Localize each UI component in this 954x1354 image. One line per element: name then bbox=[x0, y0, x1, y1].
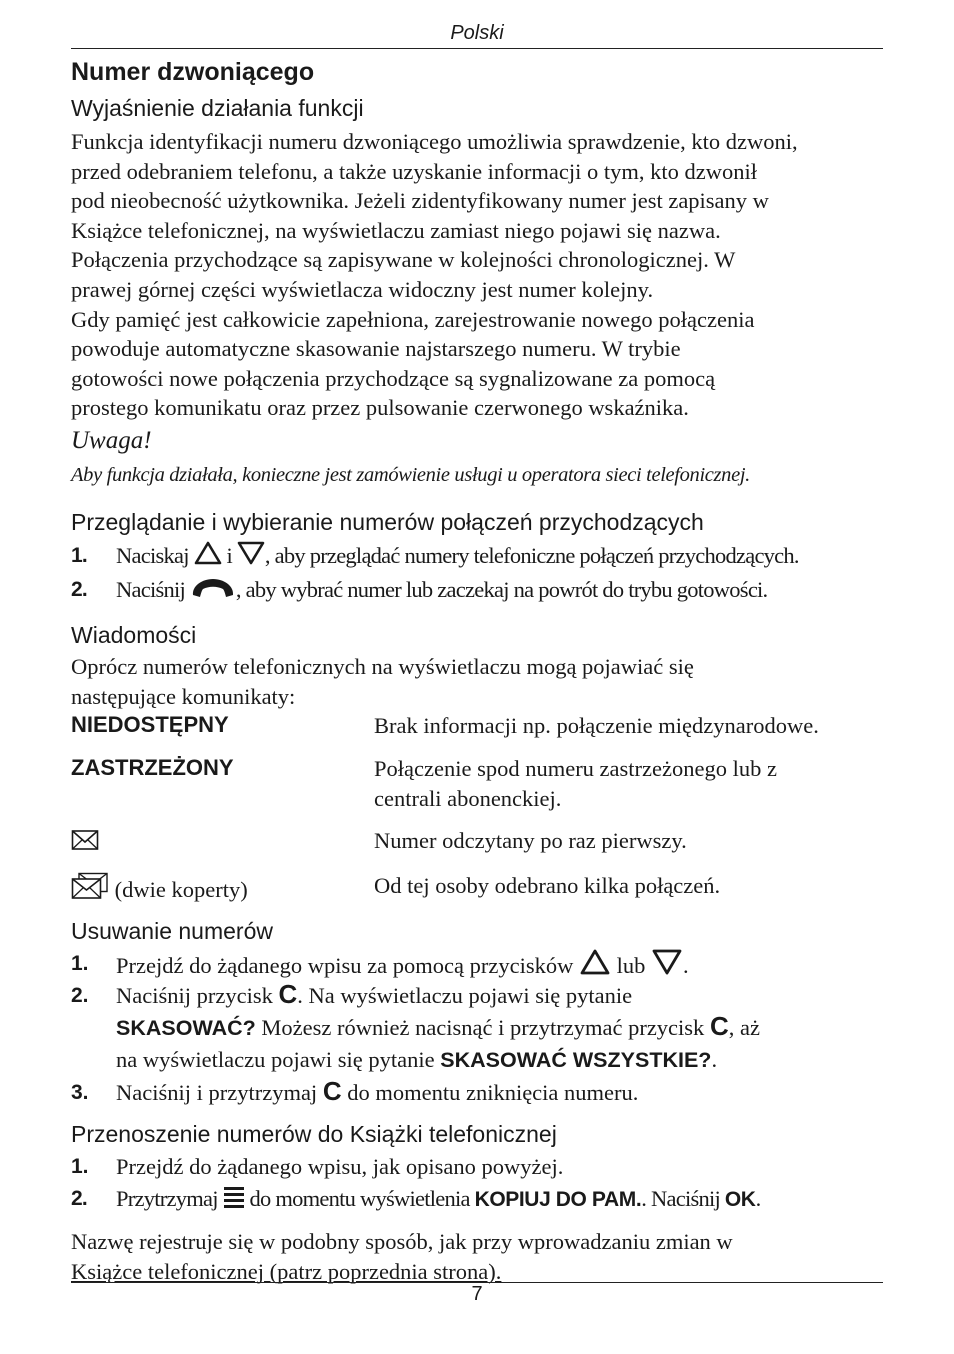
menu-key-icon bbox=[223, 1185, 245, 1209]
note-title: Uwaga! bbox=[71, 427, 152, 454]
step-text: , aby przeglądać numery telefoniczne połączeń przychodzących. bbox=[264, 543, 799, 568]
explain-line: prostego komunikatu oraz przez pulsowanie czerwonego wskaźnika. bbox=[71, 395, 689, 421]
step-text: , aż bbox=[728, 1015, 760, 1040]
explain-line: przed odebraniem telefonu, a także uzyskanie informacji o tym, kto dzwonił bbox=[71, 158, 758, 184]
envelope-icon bbox=[71, 829, 99, 851]
step-number: 2. bbox=[71, 1187, 88, 1210]
explain-line: Połączenia przychodzące są zapisywane w kolejności chronologicznej. W bbox=[71, 247, 736, 273]
down-arrow-icon bbox=[651, 948, 683, 976]
copy-to-memory-keyword: KOPIUJ DO PAM. bbox=[474, 1188, 642, 1211]
ok-keyword: OK bbox=[724, 1188, 756, 1211]
explain-paragraph bbox=[71, 127, 883, 423]
step-text: . Naciśnij bbox=[641, 1186, 725, 1211]
page-title: Numer dzwoniącego bbox=[71, 58, 315, 86]
closing-paragraph bbox=[71, 1227, 883, 1286]
step-text: . bbox=[682, 953, 689, 978]
step-text: i bbox=[221, 543, 237, 568]
messages-heading: Wiadomości bbox=[71, 622, 197, 648]
step-text: na wyświetlaczu pojawi się pytanie bbox=[116, 1047, 441, 1072]
step-text: do momentu wyświetlenia bbox=[244, 1186, 475, 1211]
page-number: 7 bbox=[471, 1283, 483, 1305]
phone-handset-icon bbox=[190, 576, 236, 600]
delete-all-prompt-keyword: SKASOWAĆ WSZYSTKIE? bbox=[440, 1048, 712, 1072]
explain-line: Książce telefonicznej, na wyświetlaczu zamiast niego pojawi się nazwa. bbox=[71, 217, 721, 243]
up-arrow-icon bbox=[194, 540, 222, 566]
desc-line: Od tej osoby odebrano kilka połączeń. bbox=[374, 873, 721, 898]
double-envelope-icon bbox=[71, 872, 109, 900]
step-text: , aby wybrać numer lub zaczekaj na powrót do trybu gotowości. bbox=[235, 577, 768, 602]
step-text: Naciśnij bbox=[116, 577, 190, 602]
message-desc bbox=[374, 871, 884, 901]
step-text: Przytrzymaj bbox=[116, 1186, 223, 1211]
step-number: 3. bbox=[71, 1081, 89, 1104]
step-text: Naciskaj bbox=[116, 543, 194, 568]
closing-line: Nazwę rejestruje się w podobny sposób, jak przy wprowadzaniu zmian w bbox=[71, 1229, 733, 1254]
messages-intro bbox=[71, 652, 883, 711]
browse-step-1 bbox=[71, 540, 883, 572]
step-text: . bbox=[755, 1186, 761, 1211]
step-number: 1. bbox=[71, 952, 89, 975]
step-text: . bbox=[711, 1047, 718, 1072]
c-key-icon: C bbox=[709, 1011, 729, 1041]
step-number: 2. bbox=[71, 578, 88, 601]
desc-line: Numer odczytany po raz pierwszy. bbox=[374, 828, 687, 853]
step-text: Możesz również nacisnąć i przytrzymać przycisk bbox=[255, 1015, 710, 1040]
message-desc bbox=[374, 826, 884, 856]
delete-step-3 bbox=[71, 1077, 883, 1109]
explain-line: Funkcja identyfikacji numeru dzwoniącego umożliwia sprawdzenie, kto dzwoni, bbox=[71, 129, 798, 154]
header-rule bbox=[71, 48, 883, 49]
delete-step-1 bbox=[71, 948, 883, 982]
term-label: (dwie koperty) bbox=[114, 877, 248, 902]
transfer-step-1 bbox=[71, 1151, 883, 1183]
explain-heading: Wyjaśnienie działania funkcji bbox=[71, 95, 364, 121]
transfer-heading: Przenoszenie numerów do Książki telefonicznej bbox=[71, 1121, 557, 1147]
step-number: 1. bbox=[71, 1155, 89, 1178]
desc-line: Brak informacji np. połączenie międzynarodowe. bbox=[374, 713, 819, 738]
step-text: Przejdź do żądanego wpisu, jak opisano powyżej. bbox=[116, 1154, 564, 1179]
message-desc bbox=[374, 711, 884, 741]
delete-heading: Usuwanie numerów bbox=[71, 918, 273, 944]
step-text: . Na wyświetlaczu pojawi się pytanie bbox=[297, 983, 633, 1008]
browse-step-2 bbox=[71, 574, 883, 606]
c-key-icon: C bbox=[322, 1076, 342, 1106]
c-key-icon: C bbox=[278, 979, 298, 1009]
message-desc bbox=[374, 754, 884, 813]
desc-line: Połączenie spod numeru zastrzeżonego lub z bbox=[374, 756, 777, 781]
step-text: Naciśnij przycisk bbox=[116, 983, 279, 1008]
closing-line: Książce telefonicznej (patrz poprzednia strona). bbox=[71, 1258, 502, 1284]
step-number: 2. bbox=[71, 984, 89, 1007]
message-term-double-envelope bbox=[71, 872, 248, 903]
page-header-language: Polski bbox=[450, 22, 504, 44]
step-number: 1. bbox=[71, 544, 88, 567]
explain-line: prawej górnej części wyświetlacza widoczny jest numer kolejny. bbox=[71, 276, 654, 302]
step-text: do momentu zniknięcia numeru. bbox=[341, 1080, 639, 1105]
step-text: Przejdź do żądanego wpisu za pomocą przycisków bbox=[116, 953, 579, 978]
intro-line: Oprócz numerów telefonicznych na wyświetlaczu mogą pojawiać się bbox=[71, 654, 694, 679]
explain-line: powoduje automatyczne skasowanie najstarszego numeru. W trybie bbox=[71, 336, 681, 362]
explain-line: gotowości nowe połączenia przychodzące są sygnalizowane za pomocą bbox=[71, 365, 716, 391]
desc-line: centrali abonenckiej. bbox=[374, 785, 562, 811]
intro-line: następujące komunikaty: bbox=[71, 683, 296, 709]
explain-line: pod nieobecność użytkownika. Jeżeli zidentyfikowany numer jest zapisany w bbox=[71, 188, 769, 214]
browse-heading: Przeglądanie i wybieranie numerów połączeń przychodzących bbox=[71, 509, 704, 535]
step-text: Naciśnij i przytrzymaj bbox=[116, 1080, 323, 1105]
delete-prompt-keyword: SKASOWAĆ? bbox=[116, 1016, 256, 1040]
delete-step-2 bbox=[71, 980, 883, 1076]
explain-line: Gdy pamięć jest całkowicie zapełniona, zarejestrowanie nowego połączenia bbox=[71, 306, 755, 332]
transfer-step-2 bbox=[71, 1183, 883, 1216]
step-text: lub bbox=[610, 953, 651, 978]
message-term-envelope bbox=[71, 829, 99, 857]
down-arrow-icon bbox=[237, 540, 265, 566]
message-term-private: ZASTRZEŻONY bbox=[71, 755, 234, 780]
message-term-unavailable: NIEDOSTĘPNY bbox=[71, 712, 229, 737]
up-arrow-icon bbox=[579, 948, 611, 976]
note-body: Aby funkcja działała, konieczne jest zamówienie usługi u operatora sieci telefonicznej. bbox=[71, 464, 750, 486]
